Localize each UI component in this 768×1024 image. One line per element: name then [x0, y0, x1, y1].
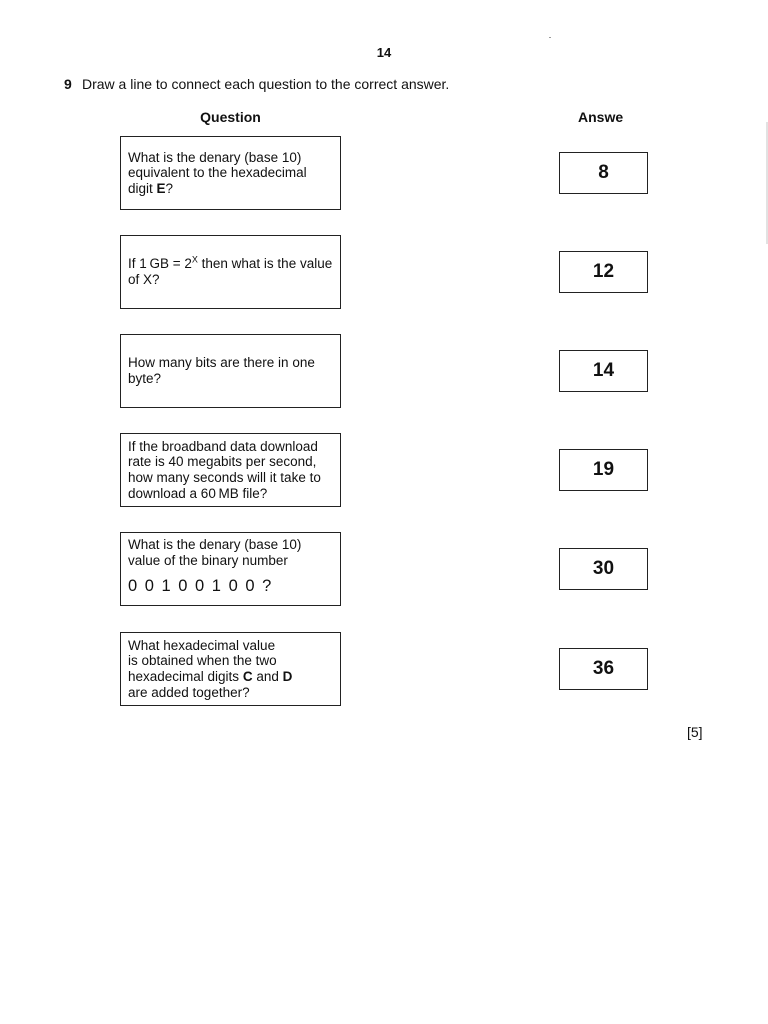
question-number: 9 [64, 76, 72, 92]
question-text-line: hexadecimal digits C and D [128, 669, 293, 684]
question-text: If the broadband data download rate is 40 megabits per second, how many seconds will it take to download a 60 MB file? [128, 438, 321, 501]
question-box-3[interactable] [120, 334, 341, 408]
binary-number: 0 0 1 0 0 1 0 0 ? [128, 577, 273, 596]
answer-box-2[interactable] [559, 251, 648, 293]
answer-value: 12 [592, 261, 615, 282]
marks-label: [5] [687, 724, 703, 740]
answer-box-1[interactable] [559, 152, 648, 194]
question-instruction: Draw a line to connect each question to the correct answer. [82, 76, 450, 92]
question-text-line: is obtained when the two [128, 653, 277, 669]
answer-value: 14 [592, 360, 615, 381]
question-text: What is the denary (base 10) value of the binary number [128, 537, 302, 568]
question-column-header: Question [200, 109, 261, 125]
stray-mark [549, 37, 551, 38]
answer-value: 8 [598, 162, 609, 183]
answer-column-header: Answe [578, 109, 624, 125]
question-box-1[interactable] [120, 136, 341, 210]
page-number: 14 [376, 45, 392, 60]
question-text-line: are added together? [128, 684, 250, 700]
answer-value: 30 [592, 558, 615, 579]
question-box-6[interactable] [120, 632, 341, 706]
question-text-line: What hexadecimal value [128, 637, 276, 653]
answer-value: 36 [592, 658, 615, 679]
question-text: How many bits are there in one byte? [128, 355, 315, 386]
answer-value: 19 [592, 459, 615, 480]
answer-box-4[interactable] [559, 449, 648, 491]
question-box-4[interactable] [120, 433, 341, 507]
answer-box-6[interactable] [559, 648, 648, 690]
answer-box-5[interactable] [559, 548, 648, 590]
question-box-2[interactable] [120, 235, 341, 309]
question-text: What is the denary (base 10) equivalent to the hexadecimal digit E? [128, 149, 307, 196]
question-text: If 1 GB = $2^X$ then what is the value of X? [128, 254, 333, 287]
answer-box-3[interactable] [559, 350, 648, 392]
question-box-5[interactable] [120, 532, 341, 606]
